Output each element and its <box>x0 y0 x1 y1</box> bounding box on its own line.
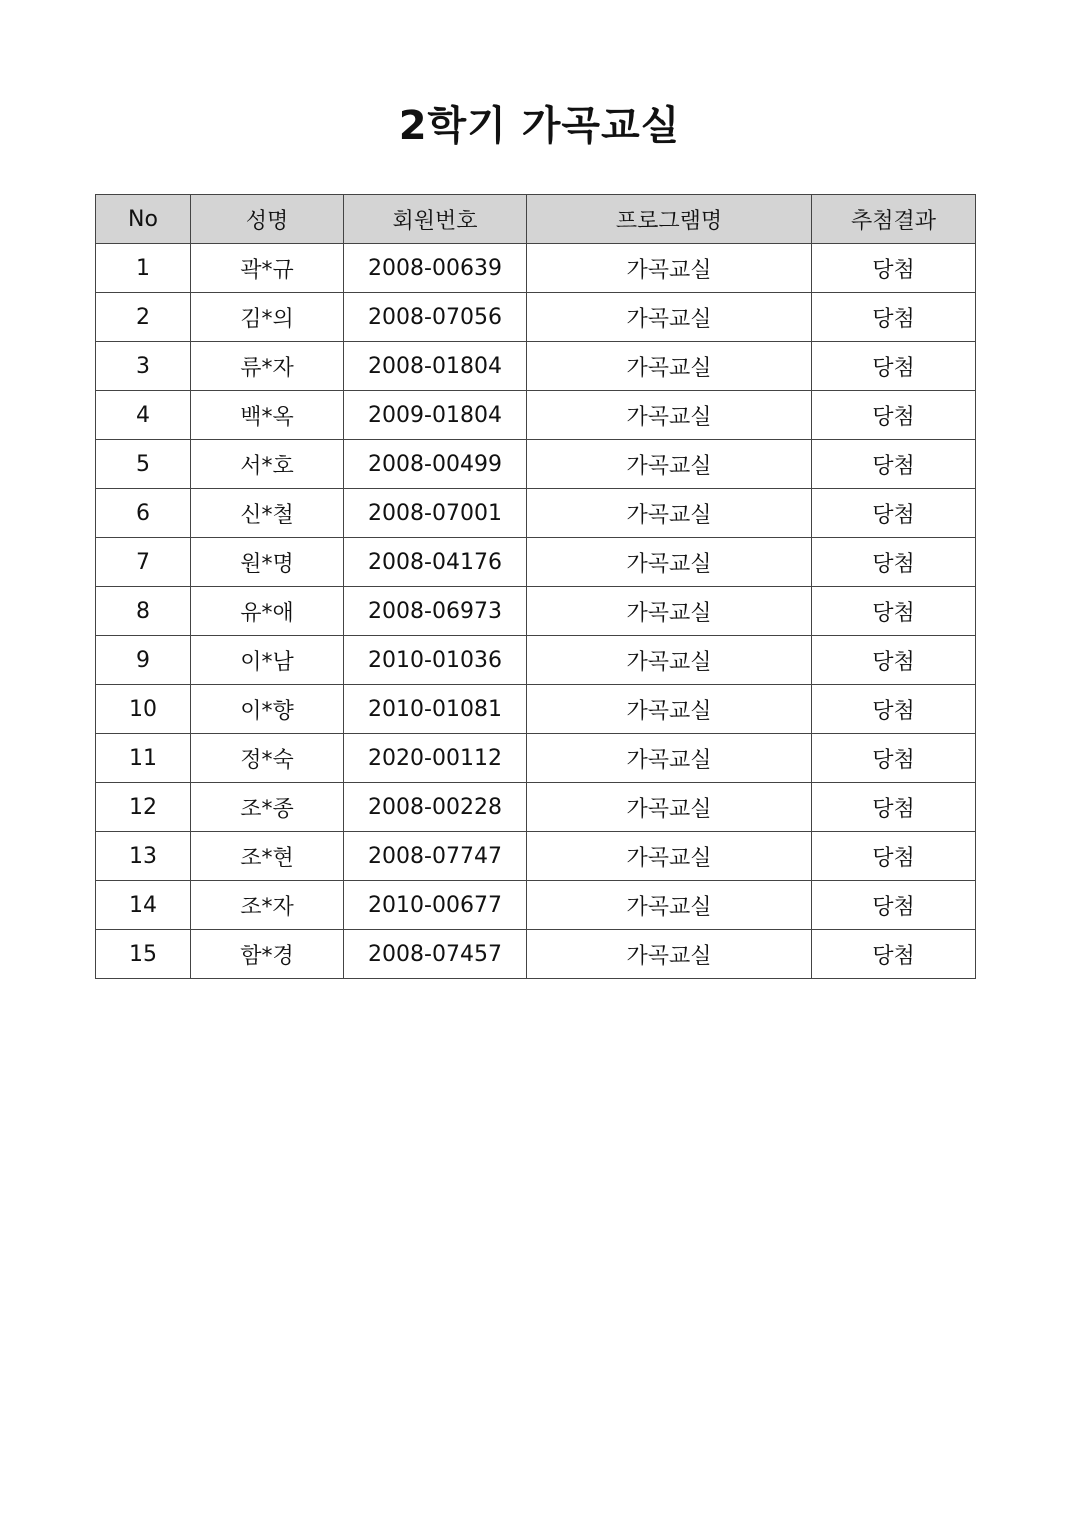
cell-program-name: 가곡교실 <box>527 293 812 342</box>
cell-no: 9 <box>96 636 191 685</box>
header-no: No <box>96 195 191 244</box>
table-row <box>96 930 976 979</box>
page-title: 2학기 가곡교실 <box>398 103 681 149</box>
table-row <box>96 489 976 538</box>
cell-program-name: 가곡교실 <box>527 783 812 832</box>
cell-draw-result: 당첨 <box>812 538 976 587</box>
table-row <box>96 783 976 832</box>
cell-draw-result: 당첨 <box>812 587 976 636</box>
cell-name: 조*현 <box>191 832 344 881</box>
table-row <box>96 342 976 391</box>
cell-draw-result: 당첨 <box>812 685 976 734</box>
cell-program-name: 가곡교실 <box>527 930 812 979</box>
cell-program-name: 가곡교실 <box>527 587 812 636</box>
cell-draw-result: 당첨 <box>812 881 976 930</box>
table-row <box>96 391 976 440</box>
cell-draw-result: 당첨 <box>812 783 976 832</box>
cell-member-number: 2008-07056 <box>344 293 527 342</box>
header-program-name: 프로그램명 <box>527 195 812 244</box>
cell-draw-result: 당첨 <box>812 293 976 342</box>
cell-member-number: 2008-06973 <box>344 587 527 636</box>
cell-draw-result: 당첨 <box>812 930 976 979</box>
cell-draw-result: 당첨 <box>812 244 976 293</box>
cell-no: 5 <box>96 440 191 489</box>
cell-name: 이*남 <box>191 636 344 685</box>
header-member-number: 회원번호 <box>344 195 527 244</box>
cell-no: 11 <box>96 734 191 783</box>
cell-no: 2 <box>96 293 191 342</box>
cell-no: 1 <box>96 244 191 293</box>
cell-member-number: 2008-07457 <box>344 930 527 979</box>
cell-draw-result: 당첨 <box>812 636 976 685</box>
cell-name: 조*종 <box>191 783 344 832</box>
cell-program-name: 가곡교실 <box>527 636 812 685</box>
cell-program-name: 가곡교실 <box>527 244 812 293</box>
lottery-result-table <box>95 194 976 979</box>
cell-draw-result: 당첨 <box>812 440 976 489</box>
cell-program-name: 가곡교실 <box>527 391 812 440</box>
cell-program-name: 가곡교실 <box>527 489 812 538</box>
cell-member-number: 2008-04176 <box>344 538 527 587</box>
cell-member-number: 2010-01036 <box>344 636 527 685</box>
table-row <box>96 881 976 930</box>
cell-member-number: 2008-07747 <box>344 832 527 881</box>
cell-program-name: 가곡교실 <box>527 881 812 930</box>
table-row <box>96 440 976 489</box>
cell-name: 서*호 <box>191 440 344 489</box>
cell-draw-result: 당첨 <box>812 734 976 783</box>
cell-name: 류*자 <box>191 342 344 391</box>
cell-program-name: 가곡교실 <box>527 734 812 783</box>
cell-no: 13 <box>96 832 191 881</box>
cell-member-number: 2008-00228 <box>344 783 527 832</box>
table-header <box>96 195 976 244</box>
header-row <box>96 195 976 244</box>
cell-member-number: 2009-01804 <box>344 391 527 440</box>
cell-no: 3 <box>96 342 191 391</box>
cell-name: 원*명 <box>191 538 344 587</box>
table-row <box>96 636 976 685</box>
cell-name: 김*의 <box>191 293 344 342</box>
cell-no: 15 <box>96 930 191 979</box>
cell-member-number: 2010-00677 <box>344 881 527 930</box>
cell-program-name: 가곡교실 <box>527 440 812 489</box>
table-row <box>96 734 976 783</box>
cell-member-number: 2010-01081 <box>344 685 527 734</box>
cell-no: 4 <box>96 391 191 440</box>
cell-name: 신*철 <box>191 489 344 538</box>
cell-no: 12 <box>96 783 191 832</box>
cell-no: 6 <box>96 489 191 538</box>
cell-member-number: 2008-01804 <box>344 342 527 391</box>
cell-draw-result: 당첨 <box>812 342 976 391</box>
cell-name: 백*옥 <box>191 391 344 440</box>
cell-draw-result: 당첨 <box>812 489 976 538</box>
table-row <box>96 832 976 881</box>
cell-member-number: 2008-00499 <box>344 440 527 489</box>
cell-name: 함*경 <box>191 930 344 979</box>
cell-program-name: 가곡교실 <box>527 685 812 734</box>
cell-name: 정*숙 <box>191 734 344 783</box>
table-row <box>96 293 976 342</box>
cell-program-name: 가곡교실 <box>527 342 812 391</box>
cell-name: 이*향 <box>191 685 344 734</box>
cell-member-number: 2008-07001 <box>344 489 527 538</box>
table-row <box>96 587 976 636</box>
cell-member-number: 2008-00639 <box>344 244 527 293</box>
cell-no: 10 <box>96 685 191 734</box>
cell-no: 7 <box>96 538 191 587</box>
cell-name: 유*애 <box>191 587 344 636</box>
cell-no: 8 <box>96 587 191 636</box>
cell-member-number: 2020-00112 <box>344 734 527 783</box>
header-name: 성명 <box>191 195 344 244</box>
table-row <box>96 244 976 293</box>
cell-program-name: 가곡교실 <box>527 538 812 587</box>
cell-program-name: 가곡교실 <box>527 832 812 881</box>
cell-draw-result: 당첨 <box>812 832 976 881</box>
cell-name: 곽*규 <box>191 244 344 293</box>
cell-name: 조*자 <box>191 881 344 930</box>
cell-no: 14 <box>96 881 191 930</box>
table-row <box>96 538 976 587</box>
table-body <box>96 244 976 979</box>
table-row <box>96 685 976 734</box>
cell-draw-result: 당첨 <box>812 391 976 440</box>
header-draw-result: 추첨결과 <box>812 195 976 244</box>
